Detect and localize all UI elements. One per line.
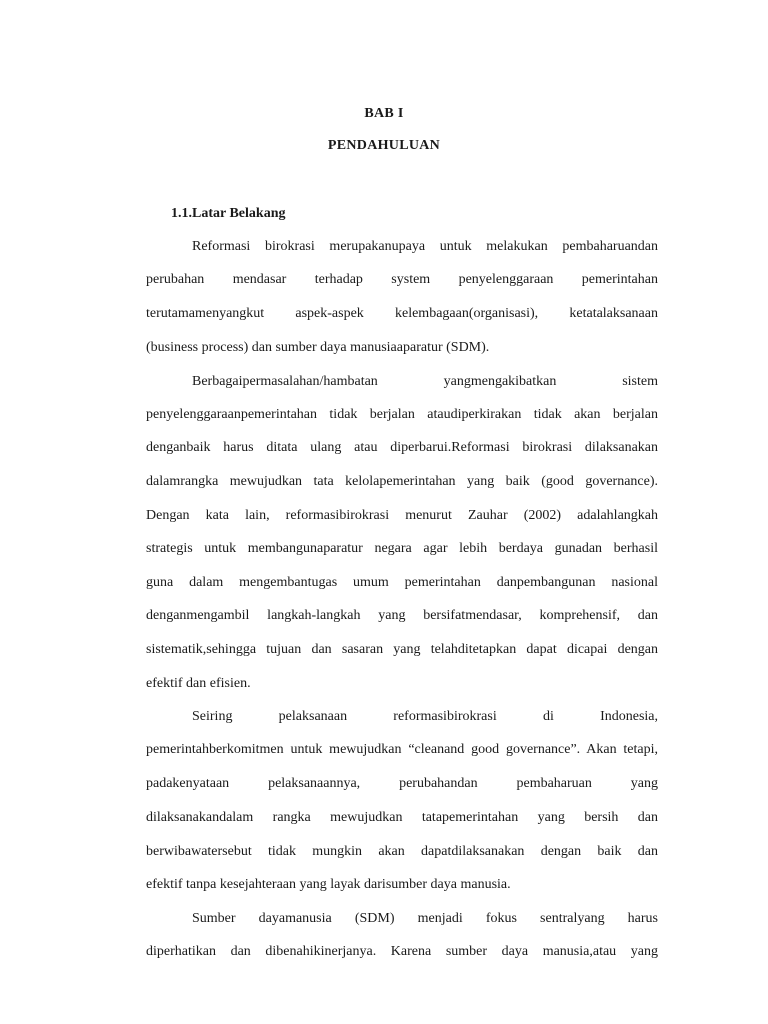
paragraph-line: (business process) dan sumber daya manusiaaparatur (SDM). [146, 340, 490, 355]
paragraph-line: Berbagaipermasalahan/hambatan yangmengakibatkan sistem [192, 374, 658, 389]
chapter-title: PENDAHULUAN [327, 138, 441, 153]
paragraph-line: terutamamenyangkut aspek-aspek kelembagaan(organisasi), ketatalaksanaan [146, 306, 658, 321]
paragraph-line: dilaksanakandalam rangka mewujudkan tatapemerintahan yang bersih dan [146, 810, 658, 825]
paragraph-line: efektif dan efisien. [146, 676, 251, 691]
paragraph-line: diperhatikan dan dibenahikinerjanya. Karena sumber daya manusia,atau yang [146, 944, 658, 959]
paragraph-line: denganbaik harus ditata ulang atau diperbarui.Reformasi birokrasi dilaksanakan [146, 440, 658, 455]
paragraph-line: berwibawatersebut tidak mungkin akan dapatdilaksanakan dengan baik dan [146, 844, 658, 859]
paragraph-line: sistematik,sehingga tujuan dan sasaran yang telahditetapkan dapat dicapai dengan [146, 642, 658, 657]
paragraph-line: Seiring pelaksanaan reformasibirokrasi di Indonesia, [192, 709, 658, 724]
paragraph-line: perubahan mendasar terhadap system penyelenggaraan pemerintahan [146, 272, 658, 287]
paragraph-line: efektif tanpa kesejahteraan yang layak darisumber daya manusia. [146, 877, 511, 892]
paragraph-line: pemerintahberkomitmen untuk mewujudkan “cleanand good governance”. Akan tetapi, [146, 742, 658, 757]
paragraph-line: Sumber dayamanusia (SDM) menjadi fokus sentralyang harus [192, 911, 658, 926]
paragraph-line: dalamrangka mewujudkan tata kelolapemerintahan yang baik (good governance). [146, 474, 658, 489]
paragraph-line: Reformasi birokrasi merupakanupaya untuk melakukan pembaharuandan [192, 239, 658, 254]
paragraph-line: strategis untuk membangunaparatur negara agar lebih berdaya gunadan berhasil [146, 541, 658, 556]
chapter-heading: BAB I [364, 106, 404, 121]
paragraph-line: denganmengambil langkah-langkah yang bersifatmendasar, komprehensif, dan [146, 608, 658, 623]
paragraph-line: padakenyataan pelaksanaannya, perubahandan pembaharuan yang [146, 776, 658, 791]
paragraph-line: guna dalam mengembantugas umum pemerintahan danpembangunan nasional [146, 575, 658, 590]
paragraph-line: penyelenggaraanpemerintahan tidak berjalan ataudiperkirakan tidak akan berjalan [146, 407, 658, 422]
section-heading: 1.1.Latar Belakang [171, 206, 286, 221]
paragraph-line: Dengan kata lain, reformasibirokrasi menurut Zauhar (2002) adalahlangkah [146, 508, 658, 523]
